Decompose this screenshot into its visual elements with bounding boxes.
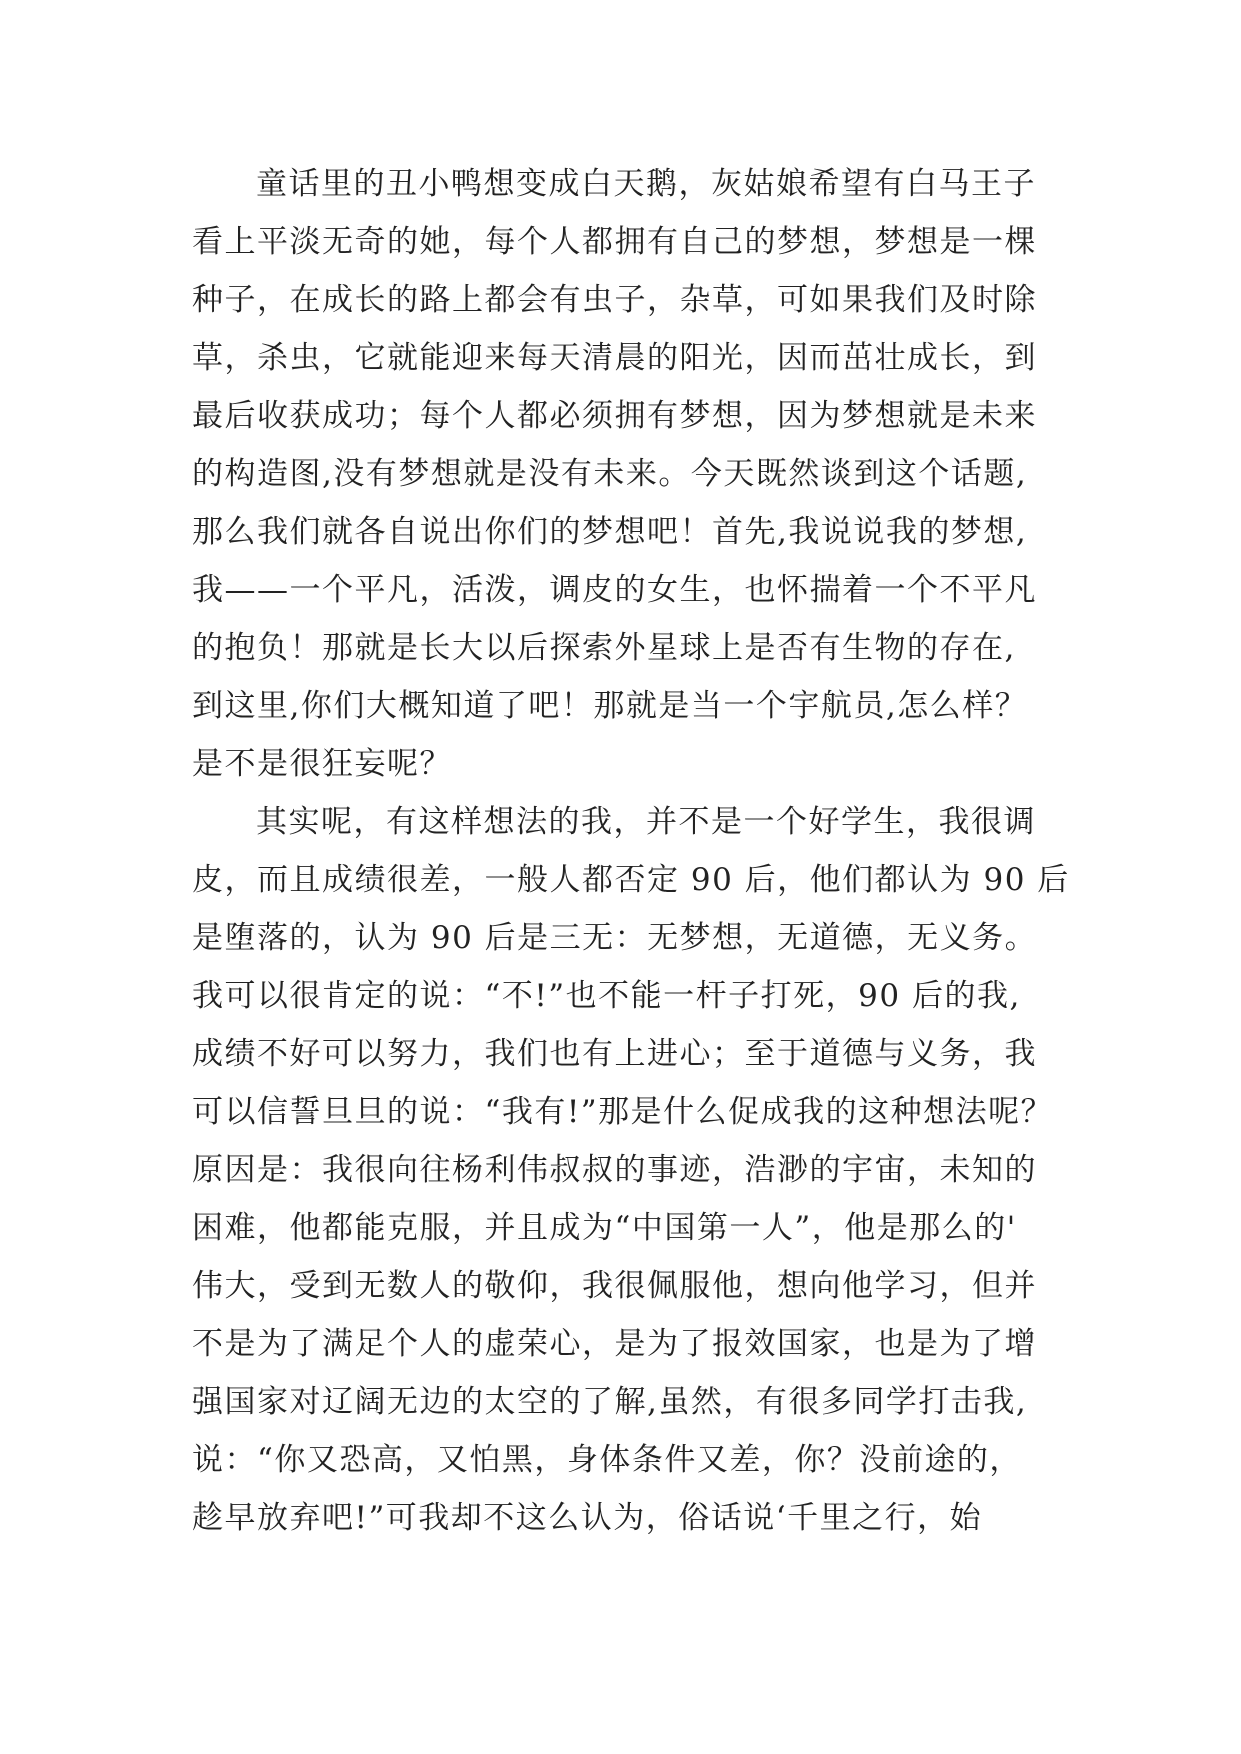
paragraph-1-line-10: 到这里,你们大概知道了吧！那就是当一个宇航员,怎么样？	[192, 688, 1028, 724]
paragraph-2-line-6: 可以信誓旦旦的说：“我有!”那是什么促成我的这种想法呢？	[192, 1094, 1054, 1130]
paragraph-1-line-1: 童话里的丑小鸭想变成白天鹅，灰姑娘希望有白马王子	[256, 166, 1036, 202]
paragraph-1-line-8: 我——一个平凡，活泼，调皮的女生，也怀揣着一个不平凡	[192, 572, 1037, 608]
paragraph-2-line-7: 原因是：我很向往杨利伟叔叔的事迹，浩渺的宇宙，未知的	[192, 1152, 1037, 1188]
paragraph-2-line-3: 是堕落的，认为 90 后是三无：无梦想，无道德，无义务。	[192, 920, 1038, 956]
paragraph-2-line-8: 困难，他都能克服，并且成为“中国第一人”，他是那么的'	[192, 1210, 1017, 1246]
paragraph-1-line-9: 的抱负！那就是长大以后探索外星球上是否有生物的存在,	[192, 630, 1016, 666]
paragraph-2-line-13: 趁早放弃吧!”可我却不这么认为，俗话说‘千里之行，始	[192, 1500, 983, 1536]
paragraph-2-line-9: 伟大，受到无数人的敬仰，我很佩服他，想向他学习，但并	[192, 1268, 1037, 1304]
paragraph-1-line-7: 那么我们就各自说出你们的梦想吧！首先,我说说我的梦想,	[192, 514, 1028, 550]
paragraph-1-line-2: 看上平淡无奇的她，每个人都拥有自己的梦想，梦想是一棵	[192, 224, 1037, 260]
document-body	[192, 155, 1072, 1547]
paragraph-1-line-6: 的构造图,没有梦想就是没有未来。今天既然谈到这个话题,	[192, 456, 1028, 492]
paragraph-2-line-5: 成绩不好可以努力，我们也有上进心；至于道德与义务，我	[192, 1036, 1037, 1072]
paragraph-2-line-1: 其实呢，有这样想法的我，并不是一个好学生，我很调	[256, 804, 1036, 840]
paragraph-1-line-5: 最后收获成功；每个人都必须拥有梦想，因为梦想就是未来	[192, 398, 1037, 434]
paragraph-2-line-11: 强国家对辽阔无边的太空的了解,虽然，有很多同学打击我,	[192, 1384, 1028, 1420]
paragraph-1-line-4: 草，杀虫，它就能迎来每天清晨的阳光，因而茁壮成长，到	[192, 340, 1037, 376]
paragraph-2-line-4: 我可以很肯定的说：“不!”也不能一杆子打死，90 后的我,	[192, 978, 1021, 1014]
paragraph-1-line-3: 种子，在成长的路上都会有虫子，杂草，可如果我们及时除	[192, 282, 1037, 318]
paragraph-2-line-10: 不是为了满足个人的虚荣心，是为了报效国家，也是为了增	[192, 1326, 1037, 1362]
paragraph-2-line-12: 说：“你又恐高，又怕黑，身体条件又差，你？没前途的，	[192, 1442, 1022, 1478]
paragraph-2-line-2: 皮，而且成绩很差，一般人都否定 90 后，他们都认为 90 后	[192, 862, 1070, 898]
paragraph-1-line-11: 是不是很狂妄呢？	[192, 746, 452, 782]
